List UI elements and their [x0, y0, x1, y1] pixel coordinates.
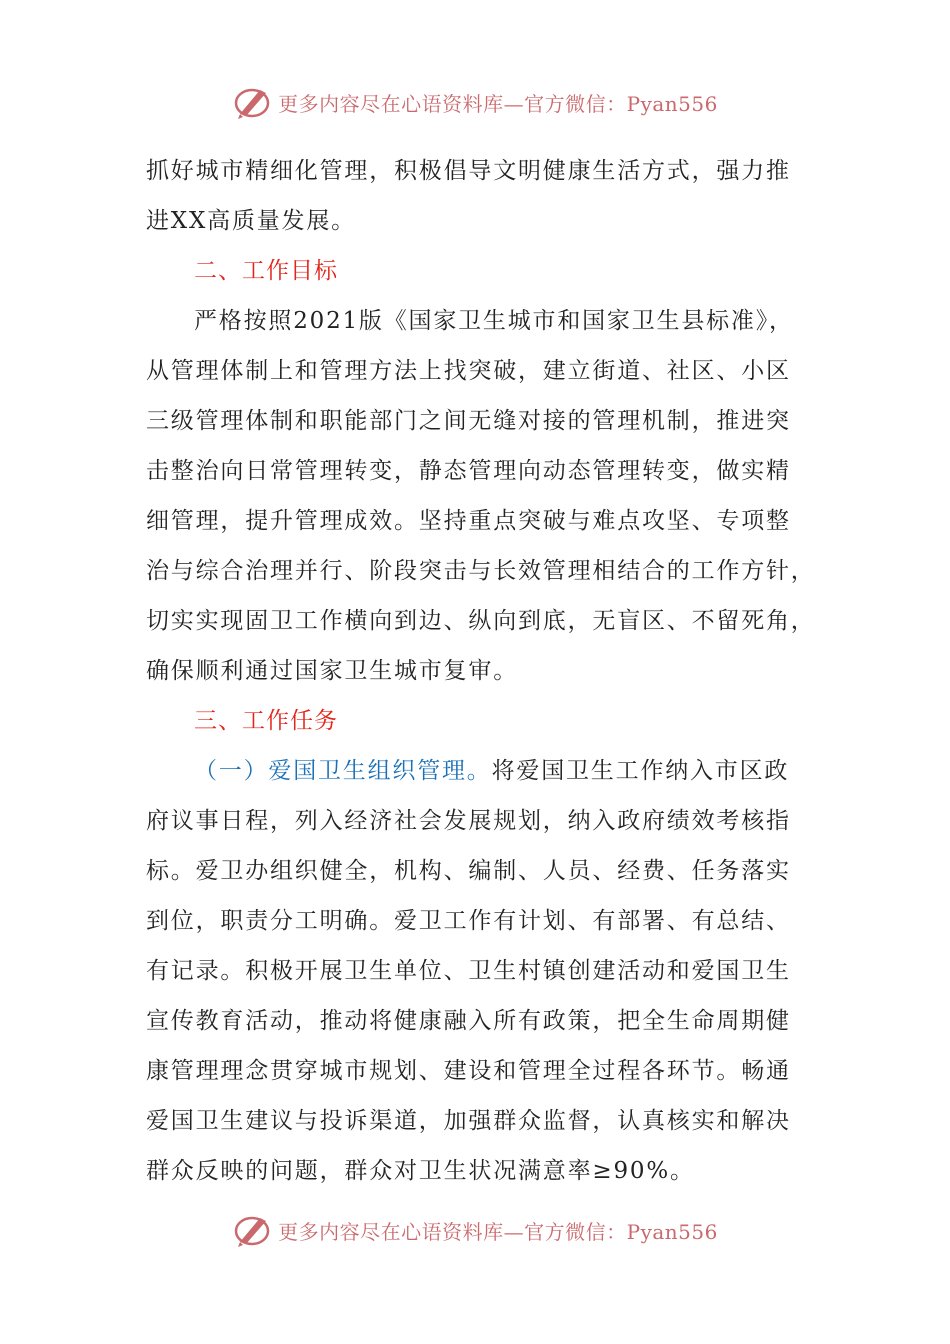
document-body: [146, 146, 816, 1196]
header-banner: [0, 82, 950, 122]
paragraph-line: 府议事日程，列入经济社会发展规划，纳入政府绩效考核指: [146, 808, 791, 834]
sub-heading: （一）爱国卫生组织管理。: [194, 758, 492, 784]
section-heading-tasks: 三、工作任务: [194, 708, 338, 734]
paragraph-line: 宣传教育活动，推动将健康融入所有政策，把全生命周期健: [146, 1008, 791, 1034]
paragraph-line: 标。爱卫办组织健全，机构、编制、人员、经费、任务落实: [146, 858, 791, 884]
pen-logo-icon: [232, 1212, 272, 1248]
paragraph-line: 治与综合治理并行、阶段突击与长效管理相结合的工作方针，: [146, 558, 816, 584]
paragraph-line: 细管理，提升管理成效。坚持重点突破与难点攻坚、专项整: [146, 508, 791, 534]
paragraph-line: 三级管理体制和职能部门之间无缝对接的管理机制，推进突: [146, 408, 791, 434]
footer-banner: [0, 1210, 950, 1250]
paragraph-line: 严格按照2021版《国家卫生城市和国家卫生县标准》，: [194, 308, 794, 334]
banner-text: 更多内容尽在心语资料库—官方微信：Pyan556: [278, 91, 718, 116]
pen-logo-icon: [232, 84, 272, 120]
banner-text: 更多内容尽在心语资料库—官方微信：Pyan556: [278, 1219, 718, 1244]
paragraph-line: 确保顺利通过国家卫生城市复审。: [146, 658, 518, 684]
paragraph-line: 有记录。积极开展卫生单位、卫生村镇创建活动和爱国卫生: [146, 958, 791, 984]
paragraph-line: 群众反映的问题，群众对卫生状况满意率≥90%。: [146, 1158, 695, 1184]
intro-line: 进XX高质量发展。: [146, 208, 356, 234]
intro-line: 抓好城市精细化管理，积极倡导文明健康生活方式，强力推: [146, 158, 791, 184]
section-heading-goals: 二、工作目标: [194, 258, 338, 284]
paragraph-line: [146, 746, 806, 796]
paragraph-line: 爱国卫生建议与投诉渠道，加强群众监督，认真核实和解决: [146, 1108, 791, 1134]
paragraph-line: 康管理理念贯穿城市规划、建设和管理全过程各环节。畅通: [146, 1058, 791, 1084]
paragraph-line: 击整治向日常管理转变，静态管理向动态管理转变，做实精: [146, 458, 791, 484]
paragraph-line: 切实实现固卫工作横向到边、纵向到底，无盲区、不留死角，: [146, 608, 816, 634]
paragraph-line: 到位，职责分工明确。爱卫工作有计划、有部署、有总结、: [146, 908, 791, 934]
paragraph-line: 从管理体制上和管理方法上找突破，建立街道、社区、小区: [146, 358, 791, 384]
paragraph-text: 将爱国卫生工作纳入市区政: [491, 758, 790, 784]
